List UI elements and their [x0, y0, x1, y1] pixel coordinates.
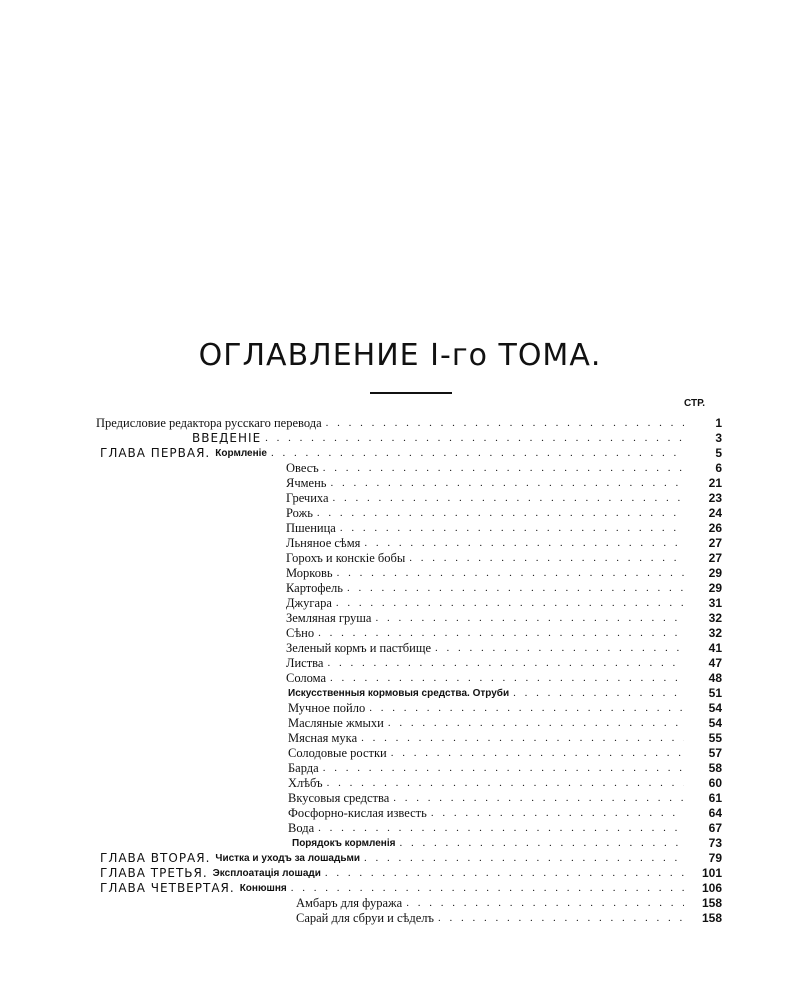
- toc-entry-page: 27: [708, 536, 722, 550]
- toc-entry: [96, 416, 722, 431]
- dot-leader: [391, 746, 684, 761]
- toc-entry-title: Барда: [288, 761, 319, 775]
- toc-entry-page: 158: [701, 896, 722, 910]
- toc-entry: [286, 551, 722, 566]
- toc-entry-page: 1: [715, 416, 722, 430]
- toc-entry: [288, 776, 722, 791]
- toc-entry-title: Гречиха: [286, 491, 329, 505]
- dot-leader: [323, 761, 684, 776]
- toc-entry-page: 61: [708, 791, 722, 805]
- toc-entry-title: ГЛАВА ВТОРАЯ.: [100, 851, 211, 865]
- toc-entry: [286, 461, 722, 476]
- toc-entry-page: 26: [708, 521, 722, 535]
- toc-entry: [286, 491, 722, 506]
- dot-leader: [333, 491, 684, 506]
- toc-entry-subtitle: Чистка и уходъ за лошадьми: [215, 853, 361, 864]
- toc-entry: [286, 566, 722, 581]
- toc-entry: [286, 671, 722, 686]
- toc-entry-page: 101: [701, 866, 722, 880]
- toc-entry: [100, 851, 722, 866]
- toc-entry-title: Листва: [286, 656, 324, 670]
- toc-entry-page: 158: [701, 911, 722, 925]
- toc-entry-title: Солома: [286, 671, 327, 685]
- toc-entry-title: Предисловие редактора русскаго перевода: [96, 416, 322, 430]
- toc-entry-page: 3: [715, 431, 722, 445]
- dot-leader: [330, 476, 684, 491]
- toc-entry-page: 54: [708, 716, 722, 730]
- toc-entry: [288, 791, 722, 806]
- toc-entry: [100, 866, 722, 881]
- toc-entry: [286, 521, 722, 536]
- toc-entry-title: Горохъ и конскiе бобы: [286, 551, 406, 565]
- toc-entry-page: 79: [708, 851, 722, 865]
- dot-leader: [347, 581, 684, 596]
- toc-entry-page: 48: [708, 671, 722, 685]
- dot-leader: [406, 896, 684, 911]
- toc-entry-title: Хлѣбъ: [288, 776, 323, 790]
- dot-leader: [375, 611, 684, 626]
- dot-leader: [318, 821, 684, 836]
- toc-entry-title: Фосфорно-кислая известь: [288, 806, 427, 820]
- dot-leader: [340, 521, 684, 536]
- dot-leader: [326, 416, 684, 431]
- toc-entry-title: Масляные жмыхи: [288, 716, 384, 730]
- toc-entry: [286, 536, 722, 551]
- toc-entry-title: ВВЕДЕНIЕ: [192, 431, 262, 445]
- toc-entry-page: 64: [708, 806, 722, 820]
- toc-entry-title: Вкусовыя средства: [288, 791, 390, 805]
- toc-entry-title: Мучное пойло: [288, 701, 366, 715]
- toc-entry-title: Овесъ: [286, 461, 319, 475]
- dot-leader: [318, 626, 684, 641]
- toc-entry: [288, 821, 722, 836]
- toc-entry-page: 29: [708, 581, 722, 595]
- toc-entry-page: 47: [708, 656, 722, 670]
- toc-entry-page: 32: [708, 626, 722, 640]
- toc-entry: [296, 911, 722, 926]
- toc-entry-subtitle: Эксплоатацiя лошади: [212, 868, 321, 879]
- dot-leader: [409, 551, 684, 566]
- toc-entry: [286, 596, 722, 611]
- toc-entry: [288, 701, 722, 716]
- dot-leader: [361, 731, 684, 746]
- toc-entry: [100, 446, 722, 461]
- toc-entry: [288, 716, 722, 731]
- toc-entry: [286, 626, 722, 641]
- toc-entry-page: 21: [708, 476, 722, 490]
- dot-leader: [438, 911, 684, 926]
- dot-leader: [317, 506, 684, 521]
- toc-entry-page: 5: [715, 446, 722, 460]
- toc-entry: [288, 806, 722, 821]
- toc-entry: [288, 731, 722, 746]
- toc-entry-page: 24: [708, 506, 722, 520]
- toc-entry-title: Ячмень: [286, 476, 327, 490]
- dot-leader: [431, 806, 684, 821]
- toc-entry-title: Пшеница: [286, 521, 336, 535]
- toc-entry-title: Сарай для сбруи и сѣделъ: [296, 911, 434, 925]
- toc-entry-title: Солодовые ростки: [288, 746, 387, 760]
- dot-leader: [325, 866, 684, 881]
- toc-entry: [286, 656, 722, 671]
- toc-entry-title: Вода: [288, 821, 315, 835]
- toc-entry-title: Мясная мука: [288, 731, 358, 745]
- toc-entry-page: 106: [701, 881, 722, 895]
- toc-entry-title: Порядокъ кормленiя: [292, 838, 396, 849]
- toc-entry-subtitle: Кормленiе: [215, 448, 267, 459]
- toc-entry: [288, 761, 722, 776]
- toc-entry-page: 41: [708, 641, 722, 655]
- toc-entry-page: 27: [708, 551, 722, 565]
- page-title: ОГЛАВЛЕНИЕ I-го ТОМА.: [198, 338, 602, 373]
- toc-entry-page: 31: [708, 596, 722, 610]
- dot-leader: [337, 566, 684, 581]
- dot-leader: [364, 851, 684, 866]
- toc-entry-page: 32: [708, 611, 722, 625]
- toc-entry: [286, 641, 722, 656]
- dot-leader: [327, 776, 684, 791]
- toc-entry-subtitle: Конюшня: [239, 883, 287, 894]
- toc-entry: [286, 611, 722, 626]
- toc-entry-title: Зеленый кормъ и пастбище: [286, 641, 432, 655]
- toc-entry: [288, 746, 722, 761]
- toc-entry: [288, 686, 722, 701]
- toc-entry-title: Льняное сѣмя: [286, 536, 361, 550]
- dot-leader: [369, 701, 684, 716]
- toc-entry-page: 29: [708, 566, 722, 580]
- dot-leader: [336, 596, 684, 611]
- dot-leader: [291, 881, 684, 896]
- dot-leader: [330, 671, 684, 686]
- toc-entry: [296, 896, 722, 911]
- toc-entry-title: ГЛАВА ЧЕТВЕРТАЯ.: [100, 881, 235, 895]
- toc-entry-title: Рожь: [286, 506, 313, 520]
- toc-entry-page: 55: [708, 731, 722, 745]
- toc-entry-title: Сѣно: [286, 626, 315, 640]
- toc-entry: [286, 476, 722, 491]
- toc-entry: [100, 881, 722, 896]
- dot-leader: [364, 536, 684, 551]
- toc-entry-title: ГЛАВА ТРЕТЬЯ.: [100, 866, 208, 880]
- toc-entry-page: 73: [708, 836, 722, 850]
- toc-entry: [286, 581, 722, 596]
- toc-entry-title: Картофель: [286, 581, 343, 595]
- toc-entry-page: 58: [708, 761, 722, 775]
- toc-entry: [292, 836, 722, 851]
- dot-leader: [435, 641, 684, 656]
- toc-entry-page: 57: [708, 746, 722, 760]
- dot-leader: [393, 791, 684, 806]
- toc-entry-page: 23: [708, 491, 722, 505]
- page-column-label: СТР.: [684, 398, 706, 409]
- toc-entry-title: ГЛАВА ПЕРВАЯ.: [100, 446, 211, 460]
- toc-entry-page: 54: [708, 701, 722, 715]
- toc-entry-page: 51: [708, 686, 722, 700]
- dot-leader: [513, 686, 684, 701]
- toc-entry: [192, 431, 722, 446]
- dot-leader: [327, 656, 684, 671]
- toc-entry-title: Джугара: [286, 596, 332, 610]
- toc-entry-title: Земляная груша: [286, 611, 372, 625]
- toc-entry-title: Искусственныя кормовыя средства. Отруби: [288, 688, 510, 699]
- toc-entry: [286, 506, 722, 521]
- toc-entry-page: 67: [708, 821, 722, 835]
- dot-leader: [388, 716, 684, 731]
- toc-entry-page: 6: [715, 461, 722, 475]
- dot-leader: [399, 836, 684, 851]
- dot-leader: [323, 461, 684, 476]
- toc-entry-page: 60: [708, 776, 722, 790]
- toc-entry-title: Морковь: [286, 566, 333, 580]
- dot-leader: [271, 446, 684, 461]
- toc-entry-title: Амбаръ для фуража: [296, 896, 403, 910]
- dot-leader: [265, 431, 684, 446]
